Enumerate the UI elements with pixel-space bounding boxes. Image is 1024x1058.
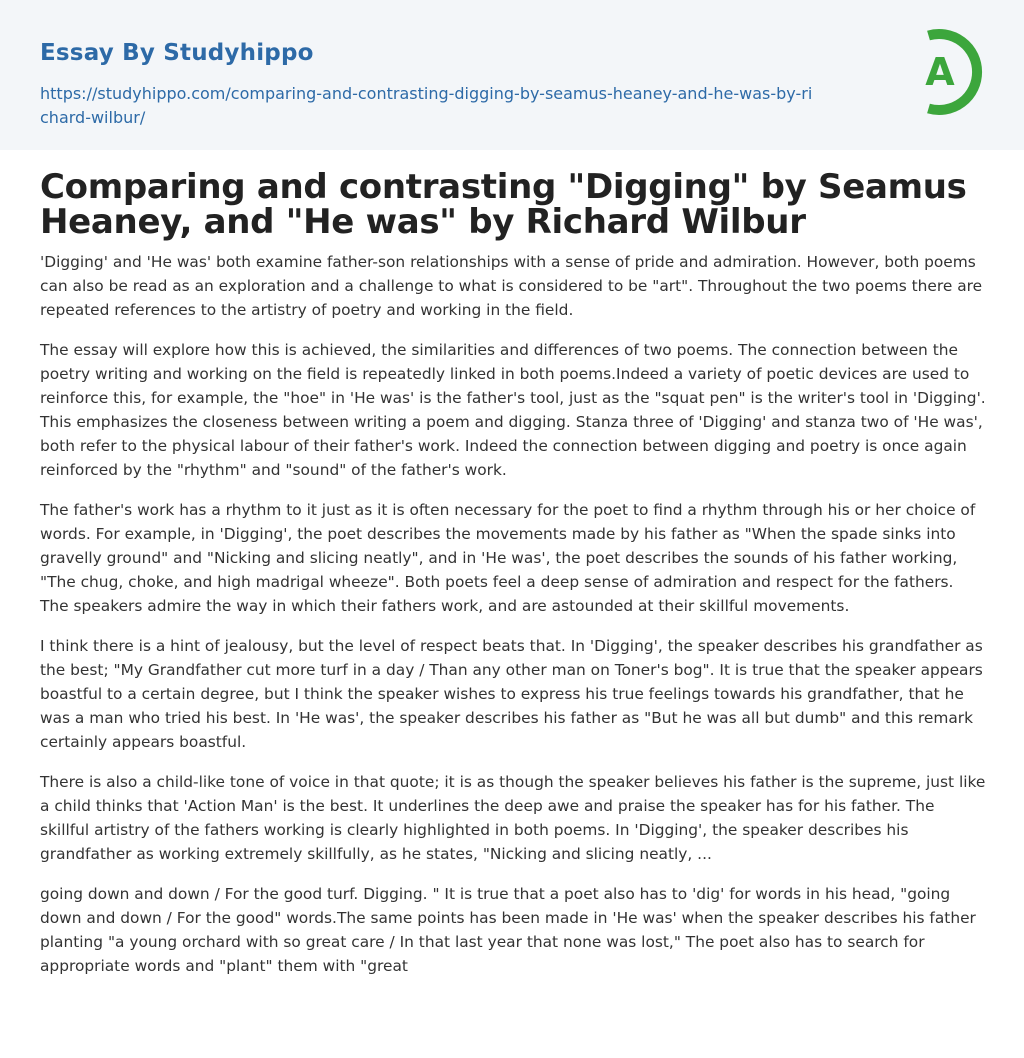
essay-paragraph: There is also a child-like tone of voice in that quote; it is as though the speaker believes his father is the supreme, just like a child thinks that 'Action Man' is the best. It underlines the deep awe and praise the speaker has for his father. The skillful artistry of the fathers working is clearly highlighted in both poems. In 'Digging', the speaker describes his grandfather as working extremely skillfully, as he states, "Nicking and slicing neatly, ... [40, 773, 986, 863]
essay-url-link[interactable]: https://studyhippo.com/comparing-and-contrasting-digging-by-seamus-heaney-and-he-was-by-richard-wilbur/ [40, 84, 813, 127]
essay-paragraph: The essay will explore how this is achieved, the similarities and differences of two poems. The connection between the poetry writing and working on the field is repeatedly linked in both poems.Indeed a variety of poetic devices are used to reinforce this, for example, the "hoe" in 'He was' is the father's tool, just as the "squat pen" is the writer's tool in 'Digging'. This emphasizes the closeness between writing a poem and digging. Stanza three of 'Digging' and stanza two of 'He was', both refer to the physical labour of their father's work. Indeed the connection between digging and poetry is once again reinforced by the "rhythm" and "sound" of the father's work. [40, 341, 986, 479]
essay-title: Comparing and contrasting "Digging" by Seamus Heaney, and "He was" by Richard Wilbur [40, 167, 967, 242]
essay-paragraph: 'Digging' and 'He was' both examine father-son relationships with a sense of pride and admiration. However, both poems can also be read as an exploration and a challenge to what is considered to be "art". Throughout the two poems there are repeated references to the artistry of poetry and working in the field. [40, 253, 983, 319]
essay-paragraph: I think there is a hint of jealousy, but the level of respect beats that. In 'Digging', the speaker describes his grandfather as the best; "My Grandfather cut more turf in a day / Than any other man on Toner's bog". It is true that the speaker appears boastful to a certain degree, but I think the speaker wishes to express his true feelings towards his grandfather, that he was a man who tried his best. In 'He was', the speaker describes his father as "But he was all but dumb" and this remark certainly appears boastful. [40, 637, 983, 751]
site-brand[interactable]: Essay By Studyhippo [40, 40, 314, 66]
essay-content [40, 167, 986, 978]
logo-letter: A [925, 50, 955, 94]
studyhippo-logo-icon[interactable] [898, 26, 990, 118]
essay-paragraph: The father's work has a rhythm to it just as it is often necessary for the poet to find a rhythm through his or her choice of words. For example, in 'Digging', the poet describes the movements made by his father as "When the spade sinks into gravelly ground" and "Nicking and slicing neatly", and in 'He was', the poet describes the sounds of his father working, "The chug, choke, and high madrigal wheeze". Both poets feel a deep sense of admiration and respect for the fathers. The speakers admire the way in which their fathers work, and are astounded at their skillful movements. [40, 501, 976, 615]
site-header [0, 0, 1024, 150]
essay-paragraph: going down and down / For the good turf. Digging. " It is true that a poet also has to 'dig' for words in his head, "going down and down / For the good" words.The same points has been made in 'He was' when the speaker describes his father planting "a young orchard with so great care / In that last year that none was lost," The poet also has to search for appropriate words and "plant" them with "great [40, 885, 976, 975]
